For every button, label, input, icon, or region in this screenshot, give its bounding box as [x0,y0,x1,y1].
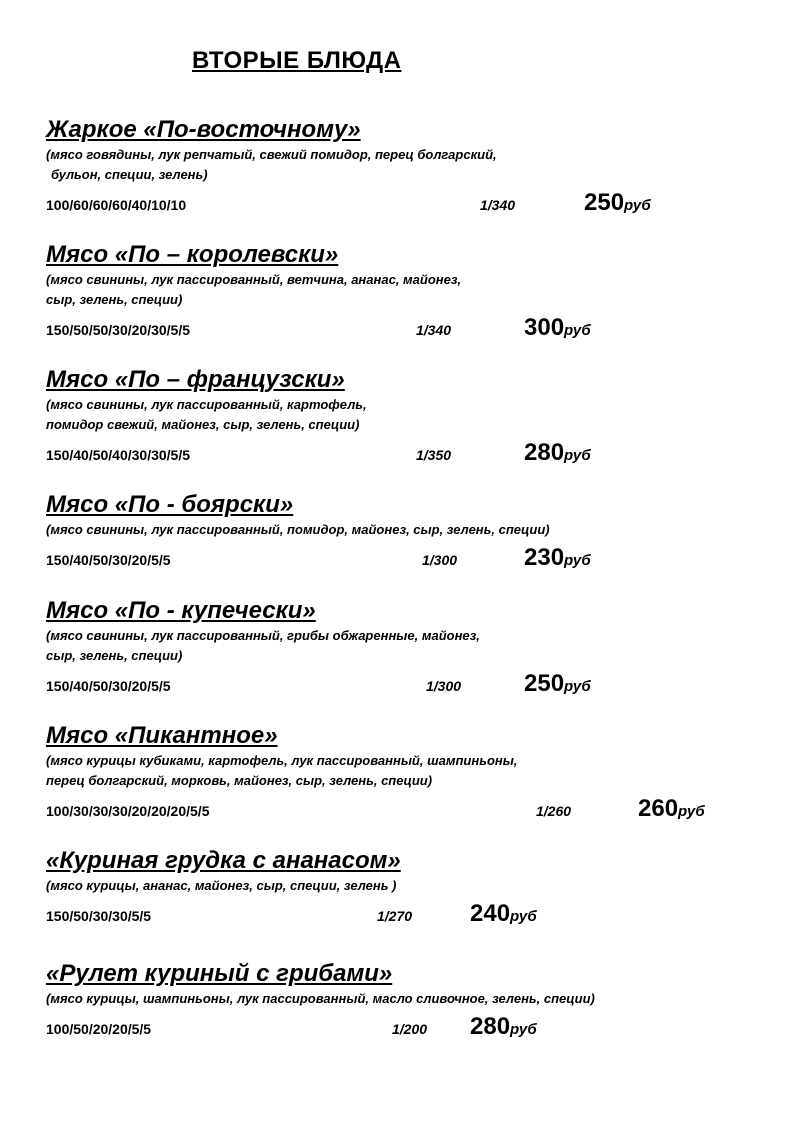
price-value: 250 [584,189,625,216]
dish-portion: 1/200 [392,1021,428,1037]
dish-description-line: сыр, зелень, специи) [46,648,183,663]
dish-item [46,116,766,217]
dish-price [470,1013,537,1041]
dish-details-row [46,1013,766,1041]
dish-description-line: (мясо говядины, лук репчатый, свежий помидор, перец болгарский, [46,147,497,162]
price-value: 260 [638,795,679,822]
dish-item [46,366,766,467]
dish-description-line: (мясо свинины, лук пассированный, ветчина, ананас, майонез, [46,272,462,287]
dish-name: Мясо «По - купечески» [46,597,316,624]
dish-description [46,989,766,1009]
price-value: 280 [470,1013,511,1040]
price-value: 250 [524,670,565,697]
dish-details-row [46,544,766,572]
dish-details-row [46,189,766,217]
dish-description-line: сыр, зелень, специи) [46,292,183,307]
dish-portion: 1/340 [480,197,516,213]
dish-weights: 150/40/50/30/20/5/5 [46,678,171,694]
dish-name: Мясо «По – королевски» [46,241,339,268]
dish-price [524,544,591,572]
dish-price [524,670,591,698]
dish-description [46,270,766,310]
price-currency: руб [624,197,651,214]
dish-name: «Рулет куриный с грибами» [46,960,393,987]
dish-description-line: (мясо курицы, шампиньоны, лук пассированный, масло сливочное, зелень, специи) [46,991,595,1006]
price-value: 230 [524,544,565,571]
price-value: 240 [470,900,511,927]
dish-portion: 1/340 [416,322,452,338]
dish-weights: 150/50/30/30/5/5 [46,908,152,924]
dish-name: Жаркое «По-восточному» [46,116,361,143]
dish-description-line: (мясо свинины, лук пассированный, грибы обжаренные, майонез, [46,628,480,643]
dish-weights: 150/40/50/40/30/30/5/5 [46,447,191,463]
dish-description-line: (мясо свинины, лук пассированный, помидор, майонез, сыр, зелень, специи) [46,522,550,537]
dish-weights: 150/50/50/30/20/30/5/5 [46,322,191,338]
dish-portion: 1/300 [422,552,458,568]
dish-weights: 100/50/20/20/5/5 [46,1021,152,1037]
price-currency: руб [510,908,537,925]
dish-price [584,189,651,217]
dish-description [46,520,766,540]
price-value: 280 [524,439,565,466]
dish-details-row [46,670,766,698]
dish-description [46,395,766,435]
dish-weights: 100/60/60/60/40/10/10 [46,197,187,213]
price-currency: руб [564,322,591,339]
dish-item [46,241,766,342]
dish-weights: 150/40/50/30/20/5/5 [46,552,171,568]
price-value: 300 [524,314,565,341]
price-currency: руб [564,678,591,695]
dish-item [46,847,766,928]
price-currency: руб [564,447,591,464]
dish-details-row [46,439,766,467]
dish-portion: 1/270 [377,908,413,924]
price-currency: руб [678,803,705,820]
dish-details-row [46,795,766,823]
dish-name: Мясо «По - боярски» [46,491,294,518]
dish-description [46,876,766,896]
dish-item [46,491,766,572]
dish-details-row [46,314,766,342]
dish-description-line: (мясо курицы кубиками, картофель, лук пассированный, шампиньоны, [46,753,518,768]
dish-description-line: (мясо курицы, ананас, майонез, сыр, специи, зелень ) [46,878,397,893]
dish-details-row [46,900,766,928]
page-title: ВТОРЫЕ БЛЮДА [192,47,402,74]
dish-item [46,722,766,823]
dish-description-line: бульон, специи, зелень) [51,167,208,182]
dish-name: «Куриная грудка с ананасом» [46,847,401,874]
dish-name: Мясо «Пикантное» [46,722,278,749]
dish-item [46,597,766,698]
dish-description [46,626,766,666]
dish-name: Мясо «По – французски» [46,366,345,393]
price-currency: руб [564,552,591,569]
dish-weights: 100/30/30/30/20/20/20/5/5 [46,803,210,819]
dish-price [638,795,705,823]
dish-price [524,439,591,467]
price-currency: руб [510,1021,537,1038]
dish-description-line: перец болгарский, морковь, майонез, сыр, зелень, специи) [46,773,433,788]
dish-description-line: помидор свежий, майонез, сыр, зелень, специи) [46,417,360,432]
dish-portion: 1/260 [536,803,572,819]
dish-portion: 1/350 [416,447,452,463]
dish-price [470,900,537,928]
dish-item [46,960,766,1041]
dish-description-line: (мясо свинины, лук пассированный, картофель, [46,397,367,412]
dish-price [524,314,591,342]
dish-description [46,145,766,185]
dish-description [46,751,766,791]
dish-portion: 1/300 [426,678,462,694]
